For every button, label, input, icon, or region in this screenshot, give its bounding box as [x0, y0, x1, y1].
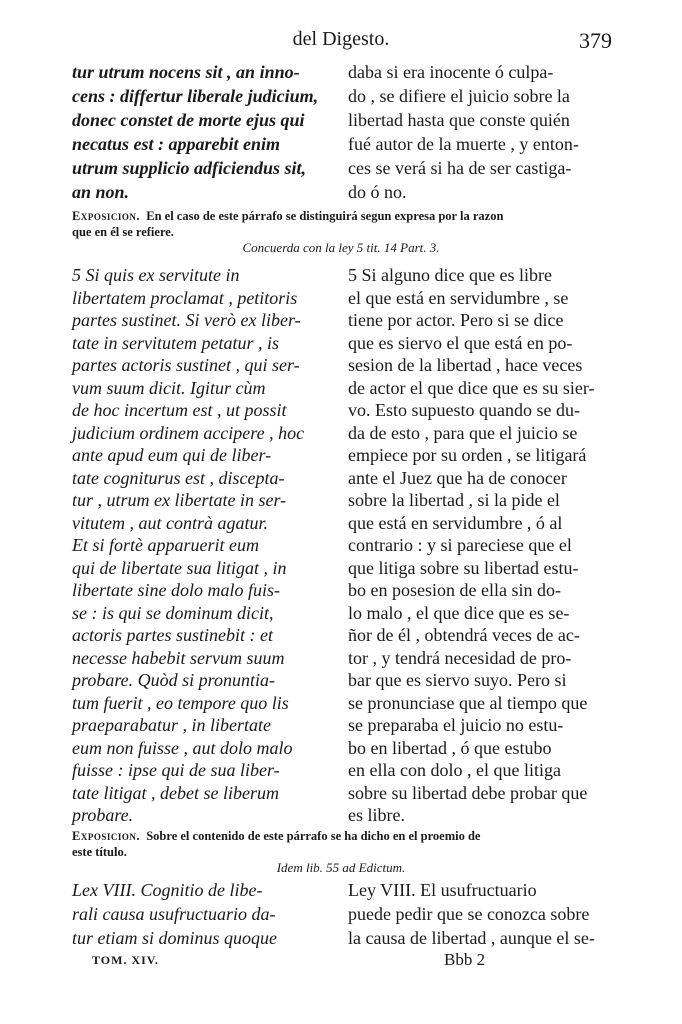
spanish-line: es libre.	[348, 805, 405, 825]
spanish-line: empiece por su orden , se litigará	[348, 445, 587, 465]
spanish-line: se pronunciase que al tiempo que	[348, 692, 588, 713]
latin-line: necatus est : apparebit enim	[72, 134, 280, 154]
exposicion-text: este título.	[72, 845, 127, 859]
exposicion-label: Exposicion.	[72, 829, 140, 843]
spanish-column-top	[348, 60, 610, 204]
latin-line: 5 Si quis ex servitute in	[72, 265, 240, 285]
latin-line: tate in servitutem petatur , is	[72, 332, 279, 353]
spanish-line: bar que es siervo suyo. Pero si	[348, 670, 567, 690]
spanish-line: bo en libertad , ó que estubo	[348, 737, 552, 758]
exposicion-text: que en él se refiere.	[72, 225, 174, 239]
latin-line: tur , utrum ex libertate in ser-	[72, 490, 287, 510]
latin-line: donec constet de morte ejus qui	[72, 110, 305, 130]
latin-line: probare.	[72, 805, 134, 825]
latin-line: actoris partes sustinebit : et	[72, 625, 273, 645]
spanish-line: que está en servidumbre , ó al	[348, 512, 563, 533]
spanish-line: contrario : y si pareciese que el	[348, 535, 572, 555]
source-reference: Idem lib. 55 ad Edictum.	[276, 860, 406, 875]
latin-line: tate cogniturus est , discepta-	[72, 467, 285, 488]
latin-line: vum suum dicit. Igitur cùm	[72, 377, 266, 398]
spanish-line: sobre su libertad debe probar que	[348, 782, 588, 803]
spanish-line: la causa de libertad , aunque el se-	[348, 928, 595, 948]
latin-column-lex-viii	[72, 878, 338, 950]
concordance-reference: Concuerda con la ley 5 tit. 14 Part. 3.	[242, 240, 440, 255]
spanish-line: ces se verá si ha de ser castiga-	[348, 158, 572, 178]
spanish-line: lo malo , el que dice que es se-	[348, 602, 570, 623]
latin-column-top	[72, 60, 334, 204]
exposicion-label: Exposicion.	[72, 209, 140, 223]
latin-line: judicium ordinem accipere , hoc	[72, 422, 305, 443]
spanish-line: que litiga sobre su libertad estu-	[348, 557, 579, 578]
spanish-column-section-5	[348, 264, 614, 827]
spanish-line: libertad hasta que conste quién	[348, 110, 570, 130]
latin-line: tur utrum nocens sit , an inno-	[72, 62, 300, 82]
latin-line: partes actoris sustinet , qui ser-	[72, 355, 300, 375]
running-header: del Digesto.	[292, 28, 390, 50]
latin-line: necesse habebit servum suum	[72, 647, 285, 668]
page-number: 379	[579, 28, 612, 53]
spanish-line: en ella con dolo , el que litiga	[348, 760, 561, 780]
spanish-line: de actor el que dice que es su sier-	[348, 377, 595, 398]
spanish-line: da de esto , para que el juicio se	[348, 422, 578, 443]
latin-line: Lex VIII. Cognitio de libe-	[72, 880, 263, 900]
latin-line: tate litigat , debet se liberum	[72, 782, 279, 803]
latin-line: fuisse : ipse qui de sua liber-	[72, 760, 280, 780]
volume-marker: TOM. XIV.	[92, 953, 159, 967]
spanish-line: puede pedir que se conozca sobre	[348, 904, 590, 924]
latin-line: praeparabatur , in libertate	[72, 715, 271, 735]
latin-line: ante apud eum qui de liber-	[72, 445, 272, 465]
spanish-line: sobre la libertad , si la pide el	[348, 490, 560, 510]
spanish-line: vo. Esto supuesto quando se du-	[348, 400, 580, 420]
latin-line: tur etiam si dominus quoque	[72, 928, 277, 948]
spanish-line: se preparaba el juicio no estu-	[348, 715, 564, 735]
latin-line: libertatem proclamat , petitoris	[72, 287, 298, 308]
latin-line: an non.	[72, 182, 130, 202]
spanish-line: do , se difiere el juicio sobre la	[348, 86, 570, 106]
latin-line: utrum supplicio adficiendus sit,	[72, 158, 307, 178]
spanish-column-ley-viii	[348, 878, 614, 950]
latin-line: partes sustinet. Si verò ex liber-	[72, 310, 301, 330]
latin-line: eum non fuisse , aut dolo malo	[72, 737, 293, 758]
spanish-line: 5 Si alguno dice que es libre	[348, 265, 552, 285]
latin-line: tum fuerit , eo tempore quo lis	[72, 692, 289, 713]
spanish-line: bo en posesion de ella sin do-	[348, 580, 561, 600]
latin-line: se : is qui se dominum dicit,	[72, 602, 274, 623]
latin-line: vitutem , aut contrà agatur.	[72, 512, 268, 533]
exposicion-text: En el caso de este párrafo se distinguirá segun expresa por la razon	[146, 209, 504, 223]
spanish-line: daba si era inocente ó culpa-	[348, 62, 554, 82]
signature-mark: Bbb 2	[444, 950, 486, 969]
exposicion-note-1	[72, 208, 612, 240]
spanish-line: tor , y tendrá necesidad de pro-	[348, 647, 572, 668]
spanish-line: Ley VIII. El usufructuario	[348, 880, 537, 900]
latin-line: Et si fortè apparuerit eum	[72, 535, 259, 555]
latin-line: libertate sine dolo malo fuis-	[72, 580, 280, 600]
latin-line: rali causa usufructuario da-	[72, 904, 276, 924]
spanish-line: sesion de la libertad , hace veces	[348, 355, 583, 375]
spanish-line: que es siervo el que está en po-	[348, 332, 573, 353]
latin-line: qui de libertate sua litigat , in	[72, 557, 287, 578]
latin-line: cens : differtur liberale judicium,	[72, 86, 319, 106]
exposicion-text: Sobre el contenido de este párrafo se ha dicho en el proemio de	[146, 829, 481, 843]
latin-line: probare. Quòd si pronuntia-	[72, 670, 276, 690]
exposicion-note-2	[72, 828, 612, 860]
spanish-line: fué autor de la muerte , y enton-	[348, 134, 579, 154]
latin-column-section-5	[72, 264, 338, 827]
spanish-line: tiene por actor. Pero si se dice	[348, 310, 564, 330]
spanish-line: do ó no.	[348, 182, 407, 202]
spanish-line: el que está en servidumbre , se	[348, 287, 569, 308]
spanish-line: ante el Juez que ha de conocer	[348, 467, 567, 488]
spanish-line: ñor de él , obtendrá veces de ac-	[348, 625, 580, 645]
latin-line: de hoc incertum est , ut possit	[72, 400, 287, 420]
